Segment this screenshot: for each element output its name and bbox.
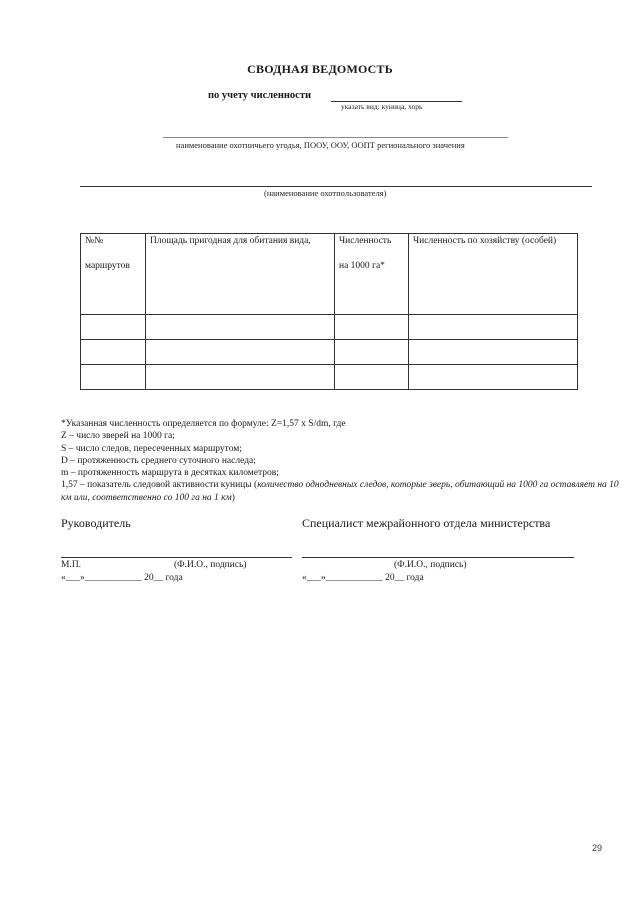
summary-table bbox=[80, 233, 578, 390]
table-cell[interactable] bbox=[409, 315, 578, 340]
head-fio-caption: (Ф.И.О., подпись) bbox=[174, 560, 247, 570]
table-cell[interactable] bbox=[335, 365, 409, 390]
table-cell[interactable] bbox=[335, 340, 409, 365]
document-title: СВОДНАЯ ВЕДОМОСТЬ bbox=[247, 62, 393, 76]
header-route-numbers bbox=[81, 234, 146, 315]
table-cell[interactable] bbox=[81, 365, 146, 390]
note-line-4: D – протяженность среднего суточного наследа; bbox=[61, 455, 256, 466]
table-cell[interactable] bbox=[81, 315, 146, 340]
header-farm-count: Численность по хозяйству (особей) bbox=[409, 234, 578, 315]
head-title: Руководитель bbox=[61, 516, 131, 530]
table-row bbox=[81, 315, 578, 340]
species-hint: указать вид: куница, хорь bbox=[341, 102, 423, 111]
header-density-line1: Численность bbox=[339, 236, 392, 246]
specialist-date: «___»____________ 20__ года bbox=[302, 573, 424, 583]
table-cell[interactable] bbox=[146, 340, 335, 365]
note-line-6-italic: количество однодневных следов, которые зверь, обитающий на 1000 га оставляет на 10 км или, соответственно со 100 га на 1 км bbox=[61, 480, 619, 503]
header-density bbox=[335, 234, 409, 315]
table-row bbox=[81, 365, 578, 390]
user-caption: (наименование охотпользователя) bbox=[264, 188, 387, 198]
formula-notes bbox=[61, 418, 621, 504]
ground-underline bbox=[163, 137, 508, 138]
table-cell[interactable] bbox=[409, 365, 578, 390]
table-cell[interactable] bbox=[146, 315, 335, 340]
stamp-label: М.П. bbox=[61, 560, 82, 570]
note-line-1: *Указанная численность определяется по формуле: Z=1,57 х S/dm, где bbox=[61, 419, 346, 429]
table-header-row bbox=[81, 234, 578, 315]
user-underline bbox=[80, 186, 592, 187]
table-row bbox=[81, 340, 578, 365]
header-route-numbers-line1: №№ bbox=[85, 236, 104, 246]
note-line-6-plain: 1,57 – показатель следовой активности куницы ( bbox=[61, 480, 258, 491]
specialist-title: Специалист межрайонного отдела министерства bbox=[302, 516, 551, 530]
table-cell[interactable] bbox=[81, 340, 146, 365]
page-number: 29 bbox=[592, 843, 603, 853]
specialist-fio-caption: (Ф.И.О., подпись) bbox=[394, 560, 467, 570]
table-cell[interactable] bbox=[146, 365, 335, 390]
note-line-5: m – протяженность маршрута в десятках километров; bbox=[61, 468, 279, 479]
subtitle-label: по учету численности bbox=[208, 90, 312, 101]
header-density-line2: на 1000 га* bbox=[339, 260, 385, 271]
table-cell[interactable] bbox=[335, 315, 409, 340]
table-cell[interactable] bbox=[409, 340, 578, 365]
note-line-6 bbox=[61, 479, 621, 504]
note-line-2: Z – число зверей на 1000 га; bbox=[61, 431, 175, 442]
note-line-3: S – число следов, пересеченных маршрутом; bbox=[61, 443, 242, 454]
head-signature-line bbox=[61, 557, 292, 558]
note-line-6-close: ) bbox=[231, 492, 235, 503]
head-date: «___»____________ 20__ года bbox=[61, 573, 183, 583]
header-route-numbers-line2: маршрутов bbox=[85, 260, 130, 271]
specialist-signature-line bbox=[302, 557, 574, 558]
header-area: Площадь пригодная для обитания вида, bbox=[146, 234, 335, 315]
ground-caption: наименование охотничьего угодья, ПООУ, ООУ, ООПТ регионального значения bbox=[176, 140, 465, 150]
